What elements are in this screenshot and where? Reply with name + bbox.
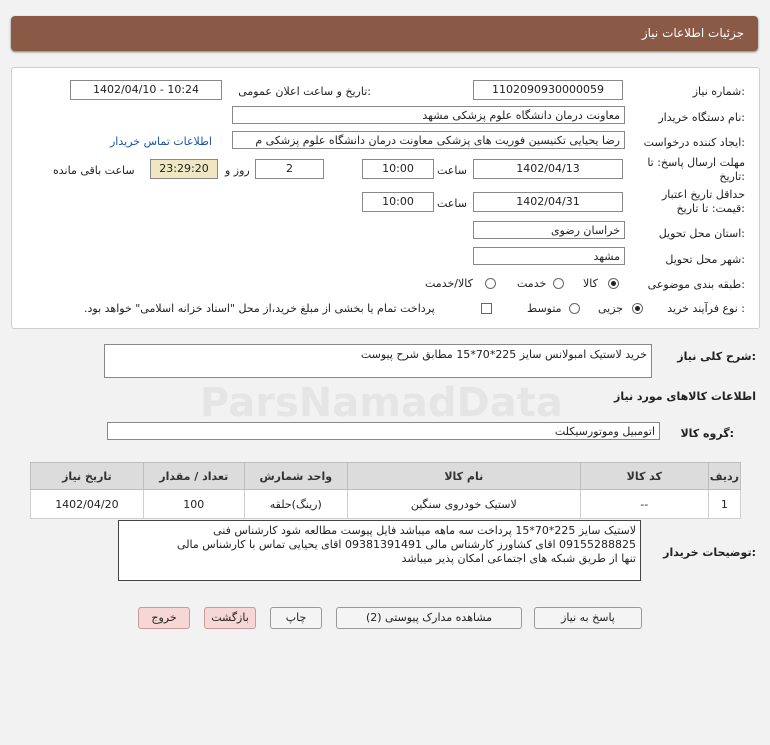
goods-table [30,462,741,519]
validity-label-date: قیمت: تا تاریخ: [676,202,745,215]
validity-time-field: 10:00 [362,192,434,212]
category-service-label: خدمت [517,277,547,290]
deadline-label-date: تاریخ: [719,170,745,183]
need-number-label: شماره نیاز: [692,85,745,98]
goods-group-label: گروه کالا: [680,427,734,440]
announce-label: تاریخ و ساعت اعلان عمومی: [238,85,371,98]
treasury-payment-checkbox[interactable] [481,303,492,314]
buyer-contact-link[interactable]: اطلاعات تماس خریدار [110,135,212,148]
process-label: نوع فرآیند خرید : [667,302,745,315]
reply-button[interactable]: پاسخ به نیاز [534,607,642,629]
remaining-label: ساعت باقی مانده [53,164,135,177]
deadline-date-field: 1402/04/13 [473,159,623,179]
category-service-radio[interactable] [553,278,564,289]
back-button[interactable]: بازگشت [204,607,256,629]
process-medium-label: متوسط [527,302,562,315]
remaining-time-field: 23:29:20 [150,159,218,179]
deadline-time-field: 10:00 [362,159,434,179]
table-row [31,490,741,519]
validity-time-label: ساعت [437,197,467,210]
need-number-field: 1102090930000059 [473,80,623,100]
page-header [11,16,758,51]
col-date-header: تاریخ نیاز [31,463,144,490]
buyer-notes-label: توضیحات خریدار: [663,546,756,559]
province-label: استان محل تحویل: [658,227,745,240]
cell-code: -- [580,490,708,519]
cell-date: 1402/04/20 [31,490,144,519]
page-title: جزئیات اطلاعات نیاز [641,26,744,40]
category-goods-radio[interactable] [608,278,619,289]
buyer-notes-field [118,520,641,581]
goods-section-title: اطلاعات کالاهای مورد نیاز [614,390,756,403]
validity-label: حداقل تاریخ اعتبار [661,188,745,201]
buyer-notes-line: 09155288825 اقای کشاورز کارشناس مالی 09381391491 اقای یحیایی تماس با کارشناس مالی [177,538,636,551]
province-field: خراسان رضوی [473,221,625,239]
buyer-notes-line: تنها از طریق شبکه های اجتماعی امکان پذیر میباشد [401,552,636,565]
announce-field: 1402/04/10 - 10:24 [70,80,222,100]
city-label: شهر محل تحویل: [665,253,745,266]
days-label: روز و [225,164,250,177]
exit-button[interactable]: خروج [138,607,190,629]
col-name-header: نام کالا [347,463,580,490]
category-goods-service-radio[interactable] [485,278,496,289]
col-qty-header: تعداد / مقدار [143,463,244,490]
creator-label: ایجاد کننده درخواست: [643,136,745,149]
treasury-payment-note: پرداخت تمام یا بخشی از مبلغ خرید،از محل "اسناد خزانه اسلامی" خواهد بود. [84,302,435,315]
process-medium-radio[interactable] [569,303,580,314]
print-button[interactable]: چاپ [270,607,322,629]
buyer-field: معاونت درمان دانشگاه علوم پزشکی مشهد [232,106,625,124]
buyer-notes-line: لاستیک سایز 225*70*15 پرداخت سه ماهه میباشد فایل پیوست مطالعه شود کارشناس فنی [213,524,636,537]
deadline-time-label: ساعت [437,164,467,177]
creator-field: رضا یحیایی تکنیسین فوریت های پزشکی معاونت درمان دانشگاه علوم پزشکی م [232,131,625,149]
goods-group-field: اتومبیل وموتورسیکلت [107,422,660,440]
cell-row: 1 [708,490,740,519]
cell-name: لاستیک خودروی سنگین [347,490,580,519]
need-info-panel [11,67,760,329]
watermark: ParsNamadData [200,380,563,426]
category-label: طبقه بندی موضوعی: [647,278,745,291]
summary-field: خرید لاستیک امبولانس سایز 225*70*15 مطابق شرح پیوست [104,344,652,378]
category-goods-service-label: کالا/خدمت [425,277,473,290]
process-small-radio[interactable] [632,303,643,314]
process-small-label: جزیی [598,302,624,315]
days-field: 2 [255,159,324,179]
validity-date-field: 1402/04/31 [473,192,623,212]
buyer-label: نام دستگاه خریدار: [658,111,745,124]
col-row-header: ردیف [708,463,740,490]
col-unit-header: واحد شمارش [244,463,347,490]
cell-unit: (رینگ)حلقه [244,490,347,519]
city-field: مشهد [473,247,625,265]
summary-label: شرح کلی نیاز: [677,350,756,363]
deadline-label: مهلت ارسال پاسخ: تا [647,156,745,169]
view-documents-button[interactable]: مشاهده مدارک پیوستی (2) [336,607,522,629]
cell-qty: 100 [143,490,244,519]
table-header-row [31,463,741,490]
col-code-header: کد کالا [580,463,708,490]
category-goods-label: کالا [583,277,598,290]
